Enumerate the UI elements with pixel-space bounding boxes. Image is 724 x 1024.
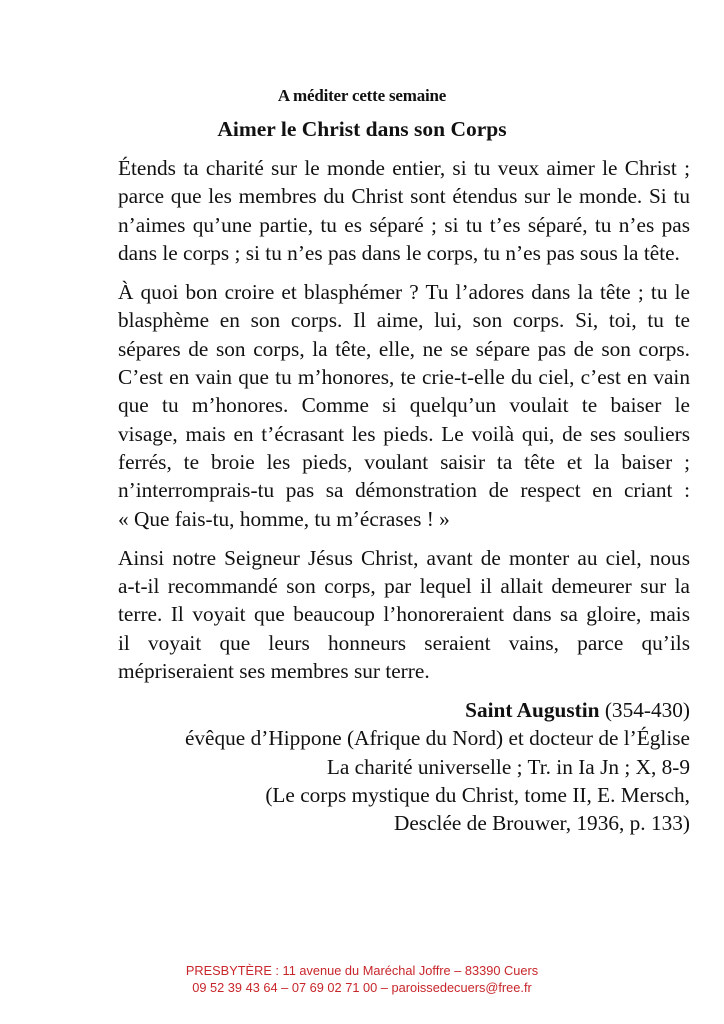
paragraph-3 [118, 544, 690, 685]
paragraph-2 [118, 278, 690, 533]
text-line: C’est en vain que tu m’honores, te crie-t-elle du ciel, c’est en vain [118, 365, 690, 390]
attribution [118, 696, 690, 837]
text-line: n’aimes qu’une partie, tu es séparé ; si tu t’es séparé, tu n’es pas [118, 212, 690, 237]
source-line-1: (Le corps mystique du Christ, tome II, E. Mersch, [265, 782, 690, 807]
text-line: terre. Il voyait que beaucoup l’honoreraient dans sa gloire, mais [118, 602, 690, 627]
text-line: visage, mais en t’écrasant les pieds. Le voilà qui, de ses souliers [118, 421, 690, 446]
text-line: n’interromprais-tu pas sa démonstration de respect en criant : [118, 478, 690, 503]
footer-address: PRESBYTÈRE : 11 avenue du Maréchal Joffre – 83390 Cuers [185, 963, 539, 978]
text-line: a-t-il recommandé son corps, par lequel il allait demeurer sur la [118, 574, 690, 599]
page-title: Aimer le Christ dans son Corps [217, 117, 507, 141]
text-line: que tu m’honores. Comme si quelqu’un voulait te baiser le [118, 393, 690, 418]
text-line: ferrés, te broie les pieds, voulant saisir ta tête et la baiser ; [118, 449, 690, 474]
text-line: Étends ta charité sur le monde entier, si tu veux aimer le Christ ; [118, 156, 690, 180]
text-line: parce que les membres du Christ sont étendus sur le monde. Si tu [118, 184, 690, 209]
text-line: À quoi bon croire et blasphémer ? Tu l’adores dans la tête ; tu le [118, 280, 690, 305]
author-dates: (354-430) [604, 698, 690, 722]
author-role: évêque d’Hippone (Afrique du Nord) et docteur de l’Église [184, 726, 690, 751]
footer-contact: 09 52 39 43 64 – 07 69 02 71 00 – paroissedecuers@free.fr [192, 980, 532, 995]
paragraph-1 [118, 154, 690, 267]
source-line-2: Desclée de Brouwer, 1936, p. 133) [393, 811, 690, 836]
text-line: « Que fais-tu, homme, tu m’écrases ! » [118, 506, 450, 531]
text-line: blasphème en son corps. Il aime, lui, son corps. Si, toi, tu te [118, 308, 690, 333]
author-line [118, 696, 690, 724]
text-line: dans le corps ; si tu n’es pas dans le corps, tu n’es pas sous la tête. [118, 240, 680, 265]
text-line: sépares de son corps, la tête, elle, ne se sépare pas de son corps. [118, 336, 690, 361]
text-line: il voyait que leurs honneurs seraient vains, parce qu’ils [118, 630, 690, 655]
work-reference: La charité universelle ; Tr. in Ia Jn ; X, 8-9 [326, 754, 690, 779]
meditation-text [118, 154, 690, 696]
page-kicker: A méditer cette semaine [277, 86, 447, 105]
author-name: Saint Augustin [465, 698, 600, 722]
text-line: Ainsi notre Seigneur Jésus Christ, avant de monter au ciel, nous [118, 545, 690, 570]
text-line: mépriseraient ses membres sur terre. [118, 659, 430, 684]
footer [0, 962, 724, 996]
